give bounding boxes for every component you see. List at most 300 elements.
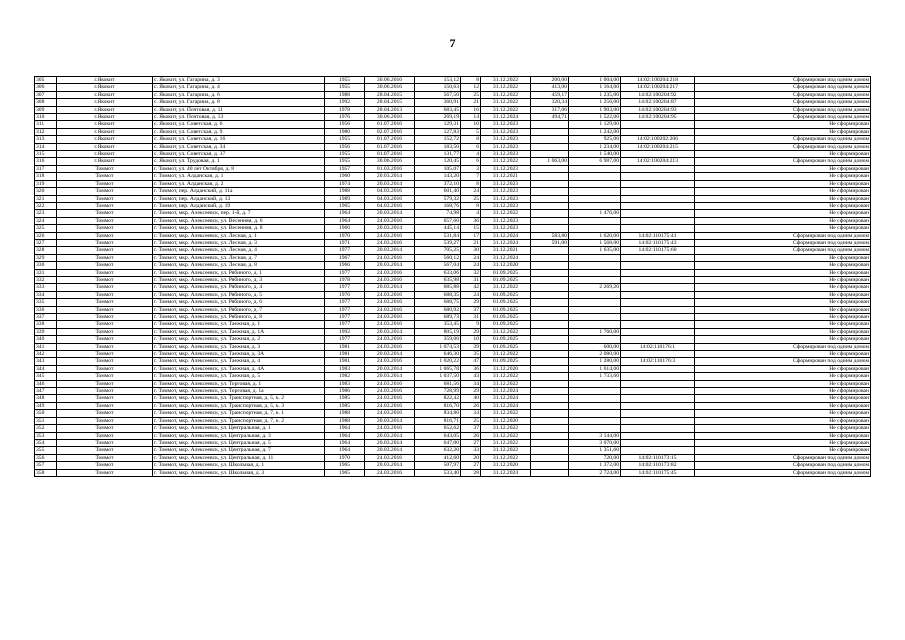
cell-residents: 40	[461, 395, 481, 402]
cell-inspection-date: 20.03.2014	[365, 365, 415, 372]
cell-deadline: 31.12.2021	[481, 247, 531, 254]
cell-land-area-b	[569, 262, 621, 269]
cell-cadastral-number	[621, 417, 695, 424]
cell-land-area-a	[531, 410, 569, 417]
cell-cadastral-number: 14:02:100204:215	[621, 143, 695, 150]
cell-row-number: 328	[35, 247, 57, 254]
cell-cadastral-number	[621, 217, 695, 224]
cell-row-number: 318	[35, 173, 57, 180]
cell-residents: 6	[461, 158, 481, 165]
cell-address: г. Томмот, ул. Алданская, д. 1	[153, 173, 325, 180]
cell-area: 445,14	[415, 225, 461, 232]
cell-land-area-a	[531, 365, 569, 372]
cell-year-built: 1982	[325, 373, 365, 380]
page-number: 7	[449, 36, 456, 50]
cell-land-status: Не сформирован	[695, 395, 871, 402]
cell-year-built: 1964	[325, 432, 365, 439]
cell-area: 822,42	[415, 395, 461, 402]
cell-inspection-date: 24.03.2016	[365, 299, 415, 306]
cell-deadline: 31.12.2023	[481, 128, 531, 135]
cell-settlement: Томмот	[57, 388, 153, 395]
cell-residents: 37	[461, 425, 481, 432]
cell-land-area-b: 1 004,00	[569, 77, 621, 84]
cell-settlement: Томмот	[57, 262, 153, 269]
cell-land-area-b: 1 733,60	[569, 373, 621, 380]
cell-area: 531,84	[415, 232, 461, 239]
cell-area: 560,12	[415, 254, 461, 261]
cell-residents: 27	[461, 462, 481, 469]
cell-year-built: 1964	[325, 439, 365, 446]
cell-deadline: 01.09.2025	[481, 321, 531, 328]
cell-land-area-a	[531, 425, 569, 432]
cell-settlement: Томмот	[57, 462, 153, 469]
cell-residents: 24	[461, 262, 481, 269]
cell-land-area-a: 200,00	[531, 77, 569, 84]
cell-cadastral-number	[621, 306, 695, 313]
cell-year-built: 1983	[325, 380, 365, 387]
cell-land-status: Сформирован под одним домом	[695, 343, 871, 350]
cell-land-area-b	[569, 217, 621, 224]
table-row	[35, 136, 871, 143]
cell-address: г. Томмот, мкр. Алексеевск, ул. Лесная, д. 8	[153, 262, 325, 269]
cell-inspection-date: 24.03.2016	[365, 276, 415, 283]
cell-area: 680,92	[415, 306, 461, 313]
cell-land-status: Не сформирован	[695, 121, 871, 128]
cell-year-built: 1978	[325, 106, 365, 113]
cell-year-built: 1955	[325, 136, 365, 143]
cell-cadastral-number	[621, 321, 695, 328]
cell-year-built: 1965	[325, 469, 365, 476]
cell-inspection-date: 20.03.2014	[365, 328, 415, 335]
cell-address: г. Томмот, мкр. Алексеевск, ул. Таежная, д. 1А	[153, 328, 325, 335]
cell-row-number: 346	[35, 380, 57, 387]
cell-land-area-a: 591,00	[531, 239, 569, 246]
cell-row-number: 353	[35, 432, 57, 439]
cell-address: г. Томмот, пер. Алданский, д. 13	[153, 195, 325, 202]
cell-land-area-a	[531, 291, 569, 298]
cell-deadline: 31.12.2022	[481, 284, 531, 291]
cell-residents: 9	[461, 321, 481, 328]
cell-address: с. Якокит, ул. Почтовая, д. 13	[153, 114, 325, 121]
cell-land-status: Не сформирован	[695, 276, 871, 283]
cell-inspection-date: 24.03.2016	[365, 254, 415, 261]
cell-land-area-b: 1 372,00	[569, 462, 621, 469]
cell-address: г. Томмот, мкр. Алексеевск, ул. Торговая, д. 1	[153, 380, 325, 387]
cell-residents: 24	[461, 254, 481, 261]
table-row	[35, 225, 871, 232]
cell-inspection-date: 28.04.2013	[365, 106, 415, 113]
cell-inspection-date: 20.03.2014	[365, 462, 415, 469]
cell-cadastral-number: 14:02:100204:92	[621, 91, 695, 98]
cell-land-status: Сформирован под одним домом	[695, 239, 871, 246]
cell-deadline: 01.09.2025	[481, 358, 531, 365]
cell-land-area-a	[531, 321, 569, 328]
cell-year-built: 1977	[325, 336, 365, 343]
cell-land-status: Сформирован под одним домом	[695, 91, 871, 98]
cell-deadline: 31.12.2022	[481, 91, 531, 98]
cell-land-area-b: 1 280,00	[569, 358, 621, 365]
cell-row-number: 309	[35, 106, 57, 113]
cell-cadastral-number	[621, 425, 695, 432]
cell-land-area-b	[569, 306, 621, 313]
cell-cadastral-number	[621, 195, 695, 202]
cell-inspection-date: 24.03.2016	[365, 269, 415, 276]
cell-land-status: Сформирован под одним домом	[695, 143, 871, 150]
cell-area: 152,72	[415, 136, 461, 143]
cell-residents: 26	[461, 432, 481, 439]
cell-area: 632,20	[415, 447, 461, 454]
cell-address: г. Томмот, мкр. Алексеевск, ул. Таежная, д. 3А	[153, 351, 325, 358]
cell-row-number: 349	[35, 402, 57, 409]
cell-land-status: Не сформирован	[695, 299, 871, 306]
table-row	[35, 77, 871, 84]
cell-deadline: 31.12.2022	[481, 106, 531, 113]
cell-residents: 17	[461, 232, 481, 239]
cell-residents: 33	[461, 447, 481, 454]
cell-settlement: Томмот	[57, 276, 153, 283]
cell-settlement: Томмот	[57, 351, 153, 358]
cell-area: 688,75	[415, 299, 461, 306]
cell-land-area-b	[569, 188, 621, 195]
cell-residents: 36	[461, 365, 481, 372]
cell-inspection-date: 20.03.2014	[365, 284, 415, 291]
cell-area: 1 037,50	[415, 373, 461, 380]
table-row	[35, 121, 871, 128]
cell-land-area-a	[531, 454, 569, 461]
cell-address: г. Томмот, мкр. Алексеевск, ул. Таежная, д. 2	[153, 336, 325, 343]
cell-land-area-a	[531, 380, 569, 387]
cell-area: 567,04	[415, 262, 461, 269]
cell-address: г. Томмот, мкр. Алексеевск, ул. Весенняя, д. 8	[153, 225, 325, 232]
cell-land-area-b: 1 256,00	[569, 99, 621, 106]
cell-area: 153,12	[415, 77, 461, 84]
cell-land-area-b: 925,00	[569, 136, 621, 143]
cell-address: с. Якокит, ул. Гагарина, д. 8	[153, 99, 325, 106]
cell-inspection-date: 30.06.2016	[365, 77, 415, 84]
cell-inspection-date: 24.03.2016	[365, 380, 415, 387]
cell-inspection-date: 20.03.2014	[365, 439, 415, 446]
cell-land-area-b: 1 903,00	[569, 106, 621, 113]
cell-area: 635,98	[415, 276, 461, 283]
cell-row-number: 355	[35, 447, 57, 454]
cell-year-built: 1978	[325, 276, 365, 283]
cell-residents: 35	[461, 351, 481, 358]
cell-land-area-b	[569, 395, 621, 402]
cell-area: 683,45	[415, 106, 461, 113]
cell-residents: 25	[461, 91, 481, 98]
cell-area: 646,30	[415, 351, 461, 358]
cell-area: 657,60	[415, 217, 461, 224]
cell-land-area-a	[531, 417, 569, 424]
cell-deadline: 31.12.2022	[481, 432, 531, 439]
cell-year-built: 1966	[325, 225, 365, 232]
cell-land-area-a	[531, 358, 569, 365]
cell-area: 685,88	[415, 284, 461, 291]
cell-inspection-date: 24.03.2016	[365, 321, 415, 328]
cell-land-status: Не сформирован	[695, 314, 871, 321]
cell-address: г. Томмот, мкр. Алексеевск, ул. Лесная, д. 7	[153, 254, 325, 261]
cell-area: 834,80	[415, 410, 461, 417]
cell-area: 1 074,53	[415, 343, 461, 350]
cell-address: г. Томмот, ул. Алданская, д. 2	[153, 180, 325, 187]
cell-residents: 8	[461, 136, 481, 143]
cell-year-built: 1964	[325, 210, 365, 217]
cell-row-number: 336	[35, 306, 57, 313]
cell-cadastral-number	[621, 276, 695, 283]
cell-row-number: 326	[35, 232, 57, 239]
cell-area: 143,20	[415, 173, 461, 180]
cell-address: с. Якокит, ул. Советская, д. 34	[153, 143, 325, 150]
cell-inspection-date: 24.03.2016	[365, 469, 415, 476]
cell-land-area-a	[531, 128, 569, 135]
cell-land-area-a	[531, 254, 569, 261]
cell-address: г. Томмот, мкр. Алексеевск, ул. Таежная, д. 4А	[153, 365, 325, 372]
cell-row-number: 356	[35, 454, 57, 461]
cell-inspection-date: 20.03.2014	[365, 447, 415, 454]
cell-address: с. Якокит, ул. Советская, д. 6	[153, 121, 325, 128]
cell-settlement: Томмот	[57, 180, 153, 187]
cell-address: г. Томмот, пер. Алданский, д. 19	[153, 202, 325, 209]
cell-land-area-a	[531, 395, 569, 402]
cell-cadastral-number: 14:02:100204:217	[621, 84, 695, 91]
cell-settlement: Томмот	[57, 380, 153, 387]
cell-address: г. Томмот, мкр. Алексеевск, ул. Рябиного, д. 6	[153, 299, 325, 306]
cell-cadastral-number	[621, 225, 695, 232]
cell-row-number: 310	[35, 114, 57, 121]
table-row	[35, 469, 871, 476]
cell-deadline: 31.12.2023	[481, 136, 531, 143]
cell-year-built: 1964	[325, 447, 365, 454]
cell-row-number: 307	[35, 91, 57, 98]
cell-inspection-date: 28.04.2015	[365, 99, 415, 106]
cell-area: 728,99	[415, 388, 461, 395]
cell-row-number: 358	[35, 469, 57, 476]
cell-address: с. Якокит, ул. Советская, д. 37	[153, 151, 325, 158]
cell-area: 353,45	[415, 321, 461, 328]
cell-row-number: 332	[35, 276, 57, 283]
cell-cadastral-number	[621, 380, 695, 387]
cell-land-area-b: 1 635,00	[569, 247, 621, 254]
cell-land-area-b	[569, 388, 621, 395]
cell-cadastral-number	[621, 299, 695, 306]
cell-land-status: Не сформирован	[695, 351, 871, 358]
table-row	[35, 128, 871, 135]
cell-settlement: г.Якокит	[57, 151, 153, 158]
cell-address: г. Томмот, мкр. Алексеевск, ул. Транспортная, д. 5, к. 2	[153, 395, 325, 402]
cell-area: 567,50	[415, 91, 461, 98]
cell-cadastral-number	[621, 165, 695, 172]
cell-row-number: 352	[35, 425, 57, 432]
table-row	[35, 358, 871, 365]
cell-address: г. Томмот, ул. 40 лет Октября, д. 8	[153, 165, 325, 172]
cell-land-status: Не сформирован	[695, 262, 871, 269]
cell-land-area-a	[531, 180, 569, 187]
cell-residents: 30	[461, 247, 481, 254]
cell-residents: 24	[461, 188, 481, 195]
cell-land-status: Сформирован под одним домом	[695, 77, 871, 84]
cell-land-area-a	[531, 195, 569, 202]
cell-residents: 8	[461, 202, 481, 209]
registry-body	[35, 77, 871, 477]
cell-land-area-a	[531, 188, 569, 195]
cell-land-status: Не сформирован	[695, 173, 871, 180]
cell-settlement: г.Якокит	[57, 121, 153, 128]
cell-row-number: 317	[35, 165, 57, 172]
cell-address: г. Томмот, мкр. Алексеевск, ул. Центральная, д. 11	[153, 454, 325, 461]
cell-row-number: 306	[35, 84, 57, 91]
cell-land-area-a	[531, 284, 569, 291]
table-row	[35, 343, 871, 350]
table-row	[35, 91, 871, 98]
cell-row-number: 338	[35, 321, 57, 328]
cell-settlement: Томмот	[57, 195, 153, 202]
cell-deadline: 31.12.2022	[481, 380, 531, 387]
cell-address: г. Томмот, мкр. Алексеевск, ул. Рябиного, д. 7	[153, 306, 325, 313]
cell-area: 372,10	[415, 180, 461, 187]
cell-land-area-b	[569, 336, 621, 343]
cell-address: г. Томмот, мкр. Алексеевск, ул. Школьная, д. 3	[153, 469, 325, 476]
cell-cadastral-number: 14:02:110173:15	[621, 454, 695, 461]
cell-land-area-a	[531, 276, 569, 283]
cell-land-status: Не сформирован	[695, 151, 871, 158]
cell-cadastral-number	[621, 284, 695, 291]
table-row	[35, 284, 871, 291]
cell-land-status: Сформирован под одним домом	[695, 99, 871, 106]
cell-land-area-a: 459,17	[531, 91, 569, 98]
cell-area: 412,60	[415, 454, 461, 461]
cell-year-built: 1992	[325, 99, 365, 106]
cell-address: с. Якокит, ул. Гагарина, д. 6	[153, 91, 325, 98]
table-row	[35, 432, 871, 439]
cell-year-built: 1977	[325, 306, 365, 313]
table-row	[35, 143, 871, 150]
cell-land-status: Не сформирован	[695, 321, 871, 328]
cell-area: 688,35	[415, 291, 461, 298]
cell-row-number: 334	[35, 291, 57, 298]
cell-land-status: Не сформирован	[695, 188, 871, 195]
cell-land-status: Сформирован под одним домом	[695, 454, 871, 461]
cell-row-number: 351	[35, 417, 57, 424]
table-row	[35, 373, 871, 380]
cell-inspection-date: 24.03.2016	[365, 306, 415, 313]
cell-area: 120,45	[415, 158, 461, 165]
cell-land-status: Не сформирован	[695, 439, 871, 446]
cell-year-built: 1970	[325, 454, 365, 461]
cell-deadline: 31.12.2023	[481, 195, 531, 202]
cell-address: г. Томмот, мкр. Алексеевск, ул. Школьная, д. 1	[153, 462, 325, 469]
cell-residents: 7	[461, 173, 481, 180]
cell-address: г. Томмот, мкр. Алексеевск, ул. Транспортная, д. 7, к. 1	[153, 410, 325, 417]
cell-settlement: Томмот	[57, 210, 153, 217]
cell-inspection-date: 24.03.2016	[365, 425, 415, 432]
cell-area: 816,71	[415, 417, 461, 424]
cell-deadline: 31.12.2022	[481, 410, 531, 417]
cell-deadline: 31.12.2022	[481, 158, 531, 165]
table-row	[35, 114, 871, 121]
table-row	[35, 291, 871, 298]
cell-residents: 21	[461, 239, 481, 246]
cell-cadastral-number: 14:02:110175:60	[621, 247, 695, 254]
cell-deadline: 31.12.2022	[481, 373, 531, 380]
cell-land-area-b	[569, 276, 621, 283]
cell-settlement: Томмот	[57, 306, 153, 313]
cell-address: г. Томмот, мкр. Алексеевск, ул. Рябиного, д. 5	[153, 291, 325, 298]
cell-settlement: Томмот	[57, 165, 153, 172]
cell-inspection-date: 04.03.2016	[365, 195, 415, 202]
cell-row-number: 314	[35, 143, 57, 150]
cell-cadastral-number	[621, 202, 695, 209]
cell-inspection-date: 24.03.2016	[365, 291, 415, 298]
cell-year-built: 1974	[325, 180, 365, 187]
cell-deadline: 01.09.2025	[481, 299, 531, 306]
cell-cadastral-number	[621, 336, 695, 343]
cell-inspection-date: 01.07.2016	[365, 151, 415, 158]
cell-land-status: Сформирован под одним домом	[695, 462, 871, 469]
cell-year-built: 1981	[325, 343, 365, 350]
cell-row-number: 327	[35, 239, 57, 246]
cell-settlement: Томмот	[57, 410, 153, 417]
table-row	[35, 269, 871, 276]
cell-land-area-b: 1 620,00	[569, 232, 621, 239]
cell-land-area-a	[531, 469, 569, 476]
table-row	[35, 439, 871, 446]
cell-year-built: 1977	[325, 299, 365, 306]
cell-deadline: 31.12.2023	[481, 121, 531, 128]
cell-residents: 21	[461, 99, 481, 106]
cell-inspection-date: 24.03.2016	[365, 358, 415, 365]
cell-settlement: г.Якокит	[57, 136, 153, 143]
cell-settlement: Томмот	[57, 239, 153, 246]
cell-residents: 16	[461, 106, 481, 113]
cell-cadastral-number: 14:02:110175:45	[621, 469, 695, 476]
cell-address: г. Томмот, мкр. Алексеевск, ул. Центральная, д. 5	[153, 439, 325, 446]
cell-cadastral-number	[621, 402, 695, 409]
cell-area: 127,83	[415, 128, 461, 135]
cell-row-number: 341	[35, 343, 57, 350]
cell-row-number: 316	[35, 158, 57, 165]
cell-area: 74,98	[415, 210, 461, 217]
cell-deadline: 31.12.2022	[481, 84, 531, 91]
cell-area: 1 020,22	[415, 358, 461, 365]
cell-land-area-a: 317,06	[531, 106, 569, 113]
table-row	[35, 299, 871, 306]
cell-year-built: 1988	[325, 91, 365, 98]
cell-land-area-a	[531, 314, 569, 321]
cell-row-number: 329	[35, 254, 57, 261]
cell-settlement: г.Якокит	[57, 158, 153, 165]
cell-land-area-a	[531, 269, 569, 276]
cell-deadline: 31.12.2023	[481, 188, 531, 195]
cell-address: г. Томмот, мкр. Алексеевск, ул. Рябиного, д. 3	[153, 276, 325, 283]
cell-year-built: 1976	[325, 291, 365, 298]
cell-residents: 10	[461, 121, 481, 128]
cell-land-area-a: 1 063,00	[531, 158, 569, 165]
cell-year-built: 1965	[325, 462, 365, 469]
table-row	[35, 388, 871, 395]
cell-land-status: Не сформирован	[695, 425, 871, 432]
cell-cadastral-number: 14:02:100204:218	[621, 77, 695, 84]
cell-settlement: Томмот	[57, 395, 153, 402]
cell-year-built: 1970	[325, 232, 365, 239]
cell-deadline: 31.12.2020	[481, 365, 531, 372]
cell-residents: 29	[461, 388, 481, 395]
cell-inspection-date: 02.07.2016	[365, 128, 415, 135]
cell-settlement: г.Якокит	[57, 99, 153, 106]
table-row	[35, 425, 871, 432]
cell-cadastral-number: 14:02:110173:82	[621, 462, 695, 469]
cell-year-built: 1983	[325, 365, 365, 372]
cell-land-area-b	[569, 321, 621, 328]
